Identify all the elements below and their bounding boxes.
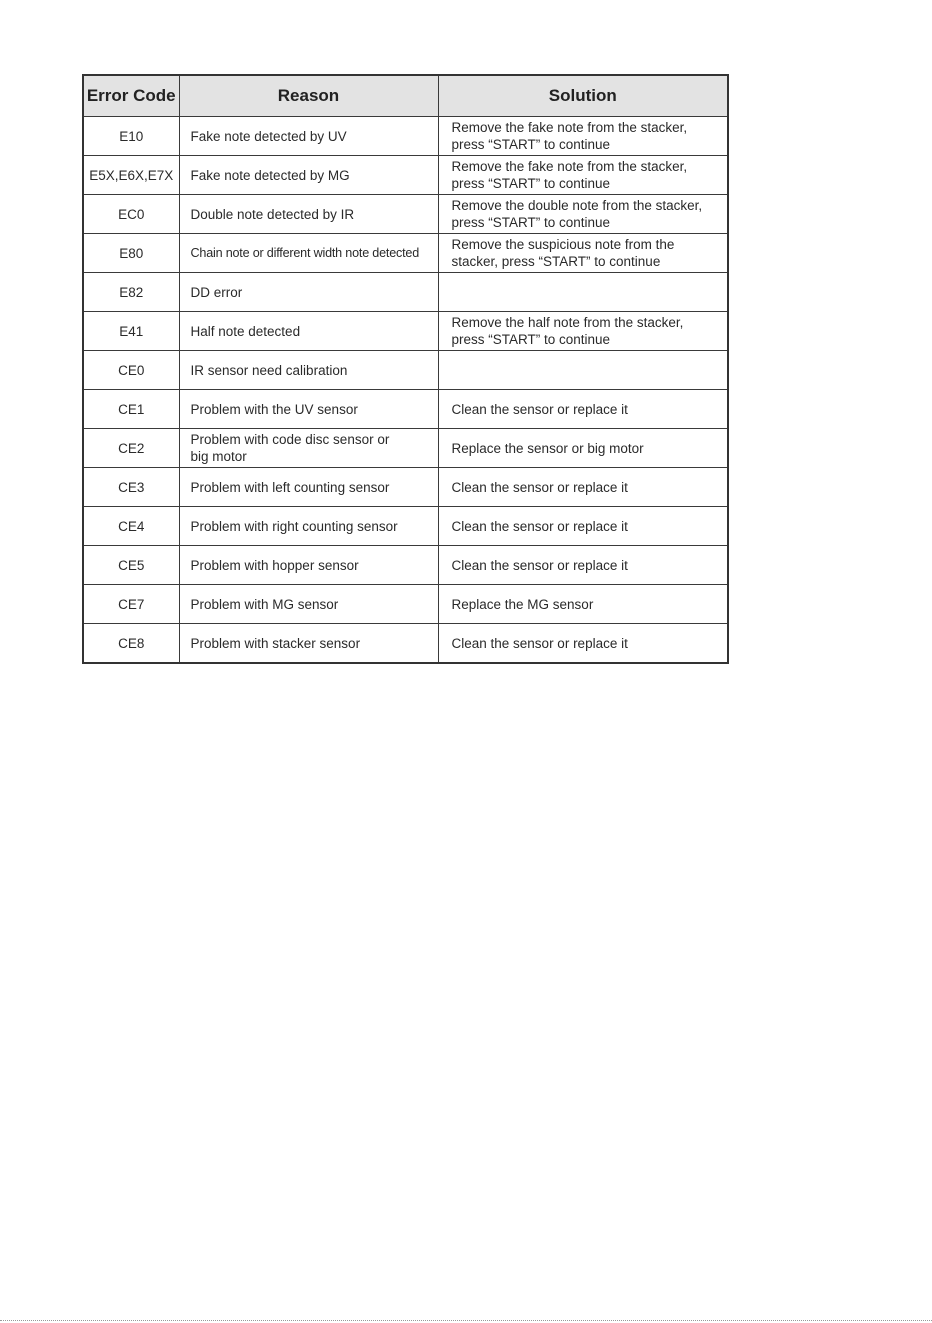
error-code-cell: E82 [83, 273, 179, 312]
error-code-cell: CE8 [83, 624, 179, 664]
solution-cell: Clean the sensor or replace it [438, 624, 728, 664]
reason-cell: Problem with stacker sensor [179, 624, 438, 664]
table-row [83, 273, 728, 312]
table-row [83, 351, 728, 390]
solution-cell: Remove the fake note from the stacker, press “START” to continue [438, 156, 728, 195]
solution-cell: Clean the sensor or replace it [438, 507, 728, 546]
solution-cell: Remove the double note from the stacker, press “START” to continue [438, 195, 728, 234]
table-row [83, 156, 728, 195]
solution-cell: Replace the sensor or big motor [438, 429, 728, 468]
table-row [83, 468, 728, 507]
reason-cell: Chain note or different width note detected [179, 234, 438, 273]
error-code-table [82, 74, 729, 664]
reason-cell: Double note detected by IR [179, 195, 438, 234]
reason-cell: DD error [179, 273, 438, 312]
reason-cell: Problem with code disc sensor or big motor [179, 429, 438, 468]
header-solution: Solution [438, 75, 728, 117]
table-row [83, 585, 728, 624]
table-row [83, 429, 728, 468]
table-row [83, 507, 728, 546]
solution-cell [438, 351, 728, 390]
error-code-cell: CE1 [83, 390, 179, 429]
table-row [83, 234, 728, 273]
header-reason: Reason [179, 75, 438, 117]
reason-cell: Problem with left counting sensor [179, 468, 438, 507]
solution-cell: Clean the sensor or replace it [438, 390, 728, 429]
error-code-cell: CE4 [83, 507, 179, 546]
reason-cell: Fake note detected by MG [179, 156, 438, 195]
error-code-cell: E10 [83, 117, 179, 156]
error-code-cell: CE5 [83, 546, 179, 585]
solution-cell [438, 273, 728, 312]
table-row [83, 546, 728, 585]
reason-cell: Half note detected [179, 312, 438, 351]
table-row [83, 312, 728, 351]
table-row [83, 624, 728, 664]
table-row [83, 117, 728, 156]
reason-cell: IR sensor need calibration [179, 351, 438, 390]
table-row [83, 195, 728, 234]
reason-cell: Problem with hopper sensor [179, 546, 438, 585]
solution-cell: Clean the sensor or replace it [438, 546, 728, 585]
error-code-cell: CE2 [83, 429, 179, 468]
header-error-code: Error Code [83, 75, 179, 117]
solution-cell: Remove the suspicious note from the stacker, press “START” to continue [438, 234, 728, 273]
table-header-row [83, 75, 728, 117]
error-code-cell: E5X,E6X,E7X [83, 156, 179, 195]
solution-cell: Remove the half note from the stacker, press “START” to continue [438, 312, 728, 351]
error-code-cell: EC0 [83, 195, 179, 234]
table-row [83, 390, 728, 429]
page-bottom-divider [0, 1320, 932, 1321]
reason-cell: Fake note detected by UV [179, 117, 438, 156]
solution-cell: Replace the MG sensor [438, 585, 728, 624]
reason-cell: Problem with right counting sensor [179, 507, 438, 546]
reason-cell: Problem with the UV sensor [179, 390, 438, 429]
solution-cell: Remove the fake note from the stacker, press “START” to continue [438, 117, 728, 156]
error-code-cell: E80 [83, 234, 179, 273]
error-code-cell: E41 [83, 312, 179, 351]
error-code-cell: CE3 [83, 468, 179, 507]
error-code-cell: CE0 [83, 351, 179, 390]
solution-cell: Clean the sensor or replace it [438, 468, 728, 507]
reason-cell: Problem with MG sensor [179, 585, 438, 624]
error-code-cell: CE7 [83, 585, 179, 624]
